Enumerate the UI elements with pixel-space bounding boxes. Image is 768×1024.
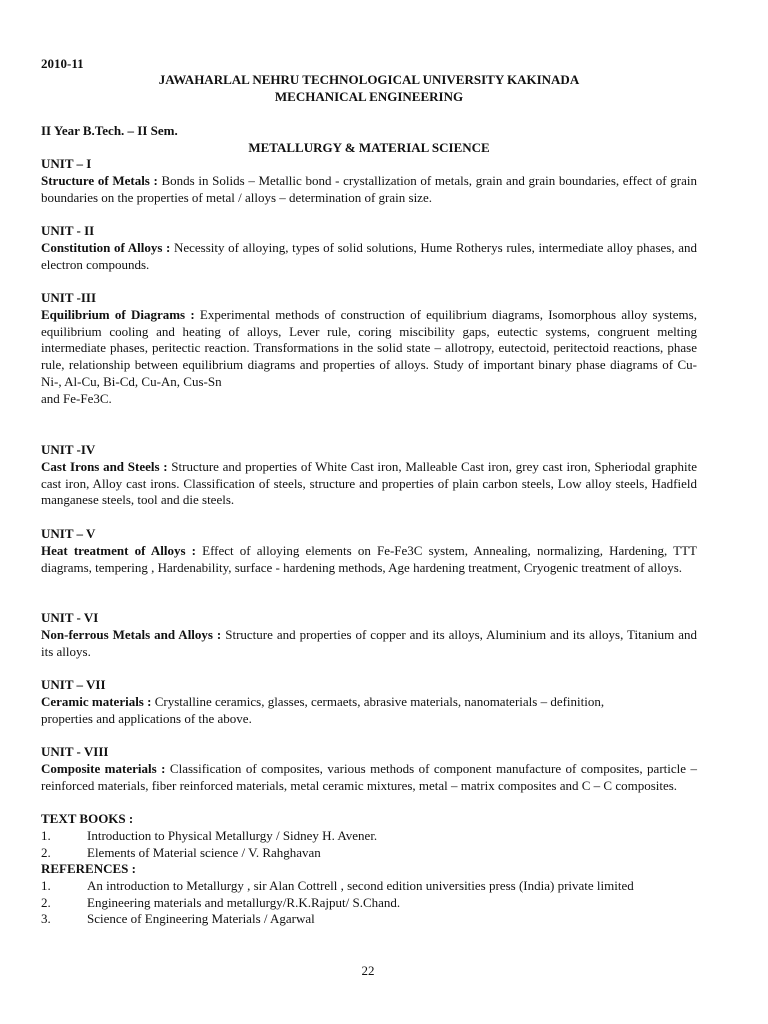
unit-description <box>41 307 697 391</box>
unit-title: UNIT - VIII <box>41 744 109 759</box>
list-item <box>41 895 697 912</box>
unit-title: UNIT – I <box>41 156 92 171</box>
unit-body: Experimental methods of construction of equilibrium diagrams, Isomorphous alloy systems, equilibrium cooling and heating of alloys, Lever rule, coring miscibility gaps, eutectic systems, congruent melting intermediate phases, peritectic reaction. Transformations in the solid state – allotropy, eutectoid, peritectoid reactions, phase rule, relationship between equilibrium diagrams and properties of alloys. Study of important binary phase diagrams of Cu-Ni-, Al-Cu, Bi-Cd, Cu-An, Cus-Sn <box>41 306 697 389</box>
list-text: An introduction to Metallurgy , sir Alan Cottrell , second edition universities press (India) private limited <box>87 877 634 893</box>
unit-description <box>41 173 697 207</box>
unit-topic: Heat treatment of Alloys : <box>41 542 196 558</box>
unit-topic: Composite materials : <box>41 760 166 776</box>
list-number: 2. <box>41 894 51 910</box>
unit-title: UNIT -IV <box>41 442 96 457</box>
list-text: Engineering materials and metallurgy/R.K.Rajput/ S.Chand. <box>87 894 401 910</box>
unit-7 <box>41 677 697 727</box>
references-section <box>41 861 697 928</box>
unit-2 <box>41 223 697 273</box>
unit-body: Crystalline ceramics, glasses, cermaets, abrasive materials, nanomaterials – definition, properties and applications of the above. <box>41 693 605 726</box>
unit-description <box>41 459 697 509</box>
text-books-heading: TEXT BOOKS : <box>41 811 134 826</box>
unit-description <box>41 694 651 728</box>
list-item <box>41 845 697 862</box>
department-name: MECHANICAL ENGINEERING <box>274 89 464 104</box>
course-title: METALLURGY & MATERIAL SCIENCE <box>248 140 490 155</box>
unit-title: UNIT -III <box>41 290 97 305</box>
list-number: 1. <box>41 827 51 843</box>
unit-body: Structure and properties of copper and its alloys, Aluminium and its alloys, Titanium and its alloys. <box>41 626 697 659</box>
unit-1 <box>41 156 697 206</box>
list-number: 3. <box>41 911 51 927</box>
unit-8 <box>41 744 697 794</box>
list-text: Introduction to Physical Metallurgy / Sidney H. Avener. <box>87 827 378 843</box>
unit-title: UNIT - VI <box>41 610 99 625</box>
unit-3 <box>41 290 697 408</box>
unit-body: Bonds in Solids – Metallic bond - crystallization of metals, grain and grain boundaries, effect of grain boundaries on the properties of metal / alloys – determination of grain size. <box>41 172 697 205</box>
academic-year: 2010-11 <box>41 56 84 71</box>
unit-4 <box>41 442 697 509</box>
unit-topic: Equilibrium of Diagrams : <box>41 306 195 322</box>
unit-body: Effect of alloying elements on Fe-Fe3C system, Annealing, normalizing, Hardening, TTT diagrams, tempering , Hardenability, surface - hardening methods, Age hardening treatment, Cryogenic treatment of alloys. <box>41 542 697 575</box>
unit-5 <box>41 526 697 576</box>
page-number: 22 <box>361 963 375 978</box>
unit-body: Classification of composites, various methods of component manufacture of composites, particle – reinforced materials, fiber reinforced materials, metal ceramic mixtures, metal – matrix composites and C – C composites. <box>41 760 697 793</box>
list-number: 2. <box>41 844 51 860</box>
unit-description-tail: and Fe-Fe3C. <box>41 390 112 406</box>
list-number: 1. <box>41 877 51 893</box>
unit-description <box>41 627 697 661</box>
unit-topic: Ceramic materials : <box>41 693 152 709</box>
unit-6 <box>41 610 697 660</box>
unit-title: UNIT – VII <box>41 677 106 692</box>
unit-title: UNIT – V <box>41 526 96 541</box>
unit-description <box>41 543 697 577</box>
university-name: JAWAHARLAL NEHRU TECHNOLOGICAL UNIVERSITY KAKINADA <box>158 72 580 87</box>
unit-topic: Cast Irons and Steels : <box>41 458 168 474</box>
unit-description <box>41 240 697 274</box>
list-text: Science of Engineering Materials / Agarwal <box>87 911 315 927</box>
list-item <box>41 828 697 845</box>
semester-label: II Year B.Tech. – II Sem. <box>41 123 178 138</box>
unit-body: Necessity of alloying, types of solid solutions, Hume Rotherys rules, intermediate alloy phases, and electron compounds. <box>41 239 697 272</box>
unit-title: UNIT - II <box>41 223 95 238</box>
unit-topic: Non-ferrous Metals and Alloys : <box>41 626 222 642</box>
text-books-section <box>41 811 697 861</box>
unit-body: Structure and properties of White Cast iron, Malleable Cast iron, grey cast iron, Spheriodal graphite cast iron, Alloy cast irons. Classification of steels, structure and properties of plain carbon steels, Low alloy steels, Hadfield manganese steels, tool and die steels. <box>41 458 698 508</box>
references-heading: REFERENCES : <box>41 861 136 876</box>
unit-description <box>41 761 697 795</box>
list-item <box>41 911 697 928</box>
unit-topic: Structure of Metals : <box>41 172 158 188</box>
unit-topic: Constitution of Alloys : <box>41 239 171 255</box>
list-item <box>41 878 697 895</box>
list-text: Elements of Material science / V. Rahghavan <box>87 844 321 860</box>
